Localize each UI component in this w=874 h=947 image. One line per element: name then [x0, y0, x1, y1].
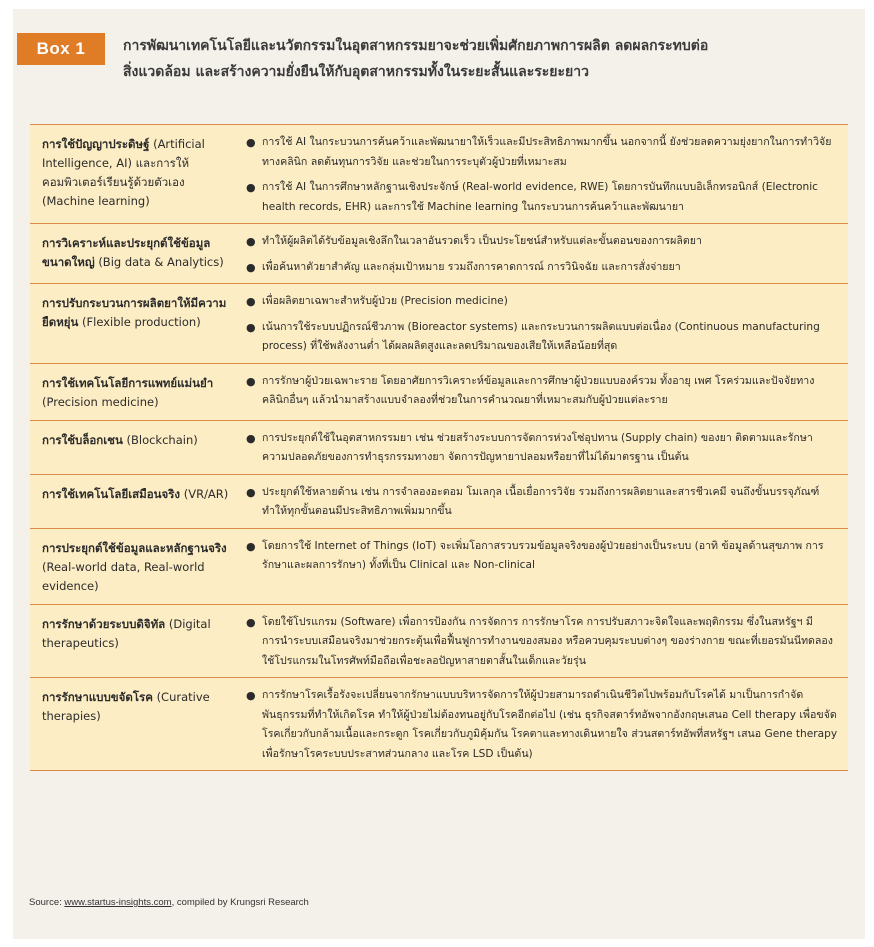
bullet-item — [246, 318, 838, 357]
bullet-item — [246, 613, 838, 672]
topic-cell — [30, 605, 240, 678]
topic-thai: การปรับกระบวนการผลิตยาให้มีความยืดหยุ่น — [42, 296, 227, 329]
bullet-dot-icon: ● — [246, 539, 256, 553]
table-row — [30, 364, 848, 421]
description-cell — [240, 678, 848, 770]
description-cell — [240, 224, 848, 283]
table-row — [30, 529, 848, 605]
bullet-text: การรักษาโรคเรื้อรังจะเปลี่ยนจากรักษาแบบบริหารจัดการให้ผู้ป่วยสามารถดำเนินชีวิตไปพร้อมกับโรคได้ มาเป็นการกำจัดพันธุกรรมที่ทำให้เกิดโรค ทำให้ผู้ป่วยไม่ต้องทนอยู่กับโรคอีกต่อไป (เช่น ธุรกิจสตาร์ทอัพจากอังกฤษเสนอ Cell therapy เพื่อขจัดโรคเกี่ยวกับกล้ามเนื้อและกระดูก โรคเกี่ยวกับภูมิคุ้มกัน โรคตาและทางเดินหายใจ ส่วนสตาร์ทอัพที่สหรัฐฯ เสนอ Gene therapy เพื่อรักษาโรคระบบประสาทส่วนกลาง และโรค LSD เป็นต้น) — [262, 689, 838, 760]
table-row — [30, 224, 848, 284]
source-link[interactable]: www.startus-insights.com — [64, 897, 172, 908]
box-title — [123, 33, 843, 85]
description-cell — [240, 605, 848, 678]
topic-english: (VR/AR) — [183, 486, 229, 501]
bullet-item — [246, 178, 838, 217]
bullet-dot-icon: ● — [246, 181, 256, 194]
bullet-dot-icon: ● — [246, 235, 256, 248]
topic-cell — [30, 125, 240, 223]
bullet-dot-icon: ● — [246, 689, 256, 702]
topic-cell — [30, 364, 240, 420]
topic-cell — [30, 421, 240, 474]
bullet-dot-icon: ● — [246, 260, 256, 274]
bullet-item — [246, 686, 838, 764]
bullet-text: ทำให้ผู้ผลิตได้รับข้อมูลเชิงลึกในเวลาอันรวดเร็ว เป็นประโยชน์สำหรับแต่ละขั้นตอนของการผลิตยา — [262, 235, 702, 247]
bullet-text: การใช้ AI ในการศึกษาหลักฐานเชิงประจักษ์ (Real-world evidence, RWE) โดยการบันทึกแบบอิเล็กทรอนิกส์ (Electronic health records, EHR) และการใช้ Machine learning ในกระบวนการค้นคว้าและพัฒนายา — [262, 181, 818, 213]
topic-cell — [30, 284, 240, 363]
table-row — [30, 125, 848, 224]
topic-thai: การประยุกต์ใช้ข้อมูลและหลักฐานจริง — [42, 540, 227, 555]
description-cell — [240, 125, 848, 223]
box-label: Box 1 — [17, 33, 105, 65]
description-cell — [240, 475, 848, 528]
box-title-line-1: การพัฒนาเทคโนโลยีและนวัตกรรมในอุตสาหกรรมยาจะช่วยเพิ่มศักยภาพการผลิต ลดผลกระทบต่อ — [123, 38, 709, 54]
bullet-text: โดยใช้โปรแกรม (Software) เพื่อการป้องกัน การจัดการ การรักษาโรค การปรับสภาวะจิตใจและพฤติกรรม ซึ่งในสหรัฐฯ มีการนำระบบเสมือนจริงมาช่วยกระตุ้นเพื่อฟื้นฟูการทำงานของสมอง หรือควบคุมระบบต่างๆ ของร่างกาย ขณะที่เยอรมันนีทดลองใช้โปรแกรมในโทรศัพท์มือถือเพื่อชะลอปัญหาสายตาสั้นในเด็กและวัยรุ่น — [262, 615, 833, 667]
bullet-item — [246, 292, 838, 312]
source-note — [29, 897, 309, 908]
bullet-text: โดยการใช้ Internet of Things (IoT) จะเพิ่มโอกาสรวบรวมข้อมูลจริงของผู้ป่วยอย่างเป็นระบบ (อาทิ ข้อมูลด้านสุขภาพ การรักษาและผลการรักษา) ทั้งที่เป็น Clinical และ Non-clinical — [262, 539, 824, 571]
bullet-item — [246, 258, 838, 278]
box-title-line-2: สิ่งแวดล้อม และสร้างความยั่งยืนให้กับอุตสาหกรรมทั้งในระยะสั้นและระยะยาว — [123, 64, 589, 80]
topic-thai: การรักษาแบบขจัดโรค — [42, 690, 153, 704]
topic-english: (Flexible production) — [82, 315, 201, 329]
topic-thai: การใช้เทคโนโลยีเสมือนจริง — [42, 486, 181, 501]
bullet-text: การใช้ AI ในกระบวนการค้นคว้าและพัฒนายาให้เร็วและมีประสิทธิภาพมากขึ้น นอกจากนี้ ยังช่วยลดความยุ่งยากในการทำวิจัยทางคลินิก ลดต้นทุนการวิจัย และช่วยในการระบุตัวผู้ป่วยที่เหมาะสม — [262, 136, 832, 168]
box-panel — [13, 9, 865, 939]
topic-cell — [30, 529, 240, 604]
topic-english: (Real-world data, Real-world evidence) — [42, 559, 205, 593]
source-suffix: , compiled by Krungsri Research — [171, 897, 309, 908]
bullet-text: เน้นการใช้ระบบปฏิกรณ์ชีวภาพ (Bioreactor systems) และกระบวนการผลิตแบบต่อเนื่อง (Continuous manufacturing process) ที่ใช้พลังงานต่ำ ได้ผลผลิตสูงและลดปริมาณของเสียให้เหลือน้อยที่สุด — [262, 320, 820, 352]
topic-thai: การรักษาด้วยระบบดิจิทัล — [42, 616, 166, 631]
bullet-text: เพื่อผลิตยาเฉพาะสำหรับผู้ป่วย (Precision medicine) — [262, 295, 508, 307]
source-prefix: Source: — [29, 897, 65, 908]
table-row — [30, 421, 848, 475]
bullet-item — [246, 537, 838, 576]
bullet-text: การรักษาผู้ป่วยเฉพาะราย โดยอาศัยการวิเคราะห์ข้อมูลและการศึกษาผู้ป่วยแบบองค์รวม ทั้งอายุ เพศ โรคร่วมและปัจจัยทางคลินิกอื่นๆ แล้วนำมาสร้างแบบจำลองที่ช่วยในการคำนวณยาที่เหมาะสมกับผู้ป่วยแต่ละราย — [262, 374, 815, 406]
table-row — [30, 605, 848, 679]
table-row — [30, 678, 848, 771]
bullet-item — [246, 429, 838, 468]
bullet-item — [246, 232, 838, 252]
bullet-text: ประยุกต์ใช้หลายด้าน เช่น การจำลองอะตอม โมเลกุล เนื้อเยื่อการวิจัย รวมถึงการผลิตยาและสารชีวเคมี จนถึงขั้นบรรจุภัณฑ์ ทำให้ทุกขั้นตอนมีประสิทธิภาพเพิ่มมากขึ้น — [262, 485, 820, 517]
topic-thai: การใช้เทคโนโลยีการแพทย์แม่นยำ — [42, 375, 214, 390]
topic-cell — [30, 678, 240, 770]
bullet-item — [246, 133, 838, 172]
topic-thai: การใช้บล็อกเชน — [42, 432, 123, 447]
bullet-item — [246, 483, 838, 522]
topic-english: (Precision medicine) — [42, 394, 159, 409]
bullet-dot-icon: ● — [246, 615, 256, 629]
bullet-dot-icon: ● — [246, 374, 256, 388]
bullet-item — [246, 372, 838, 411]
bullet-dot-icon: ● — [246, 485, 256, 499]
bullet-dot-icon: ● — [246, 295, 256, 308]
topic-english: (Artificial Intelligence, AI) และการให้คอมพิวเตอร์เรียนรู้ด้วยตัวเอง (Machine learning) — [42, 137, 205, 208]
topic-thai: การวิเคราะห์และประยุกต์ใช้ข้อมูลขนาดใหญ่ — [42, 236, 211, 269]
description-cell — [240, 421, 848, 474]
topic-cell — [30, 224, 240, 283]
technology-table — [30, 124, 848, 771]
bullet-text: เพื่อค้นหาตัวยาสำคัญ และกลุ่มเป้าหมาย รวมถึงการคาดการณ์ การวินิจฉัย และการสั่งจ่ายยา — [262, 260, 681, 273]
topic-english: (Blockchain) — [126, 432, 198, 447]
bullet-dot-icon: ● — [246, 431, 256, 445]
table-row — [30, 284, 848, 364]
topic-english: (Digital therapeutics) — [42, 616, 211, 650]
bullet-dot-icon: ● — [246, 136, 256, 149]
table-row — [30, 475, 848, 529]
bullet-text: การประยุกต์ใช้ในอุตสาหกรรมยา เช่น ช่วยสร้างระบบการจัดการห่วงโซ่อุปทาน (Supply chain) ของยา ติดตามและรักษาความปลอดภัยของการทำธุรกรรมทางยา จัดการปัญหายาปลอมหรือยาที่ไม่ได้มาตรฐาน เป็นต้น — [262, 431, 813, 463]
description-cell — [240, 529, 848, 604]
description-cell — [240, 364, 848, 420]
topic-thai: การใช้ปัญญาประดิษฐ์ — [42, 137, 150, 151]
topic-english: (Curative therapies) — [42, 690, 210, 723]
topic-english: (Big data & Analytics) — [98, 255, 224, 269]
bullet-dot-icon: ● — [246, 320, 256, 334]
topic-cell — [30, 475, 240, 528]
description-cell — [240, 284, 848, 363]
